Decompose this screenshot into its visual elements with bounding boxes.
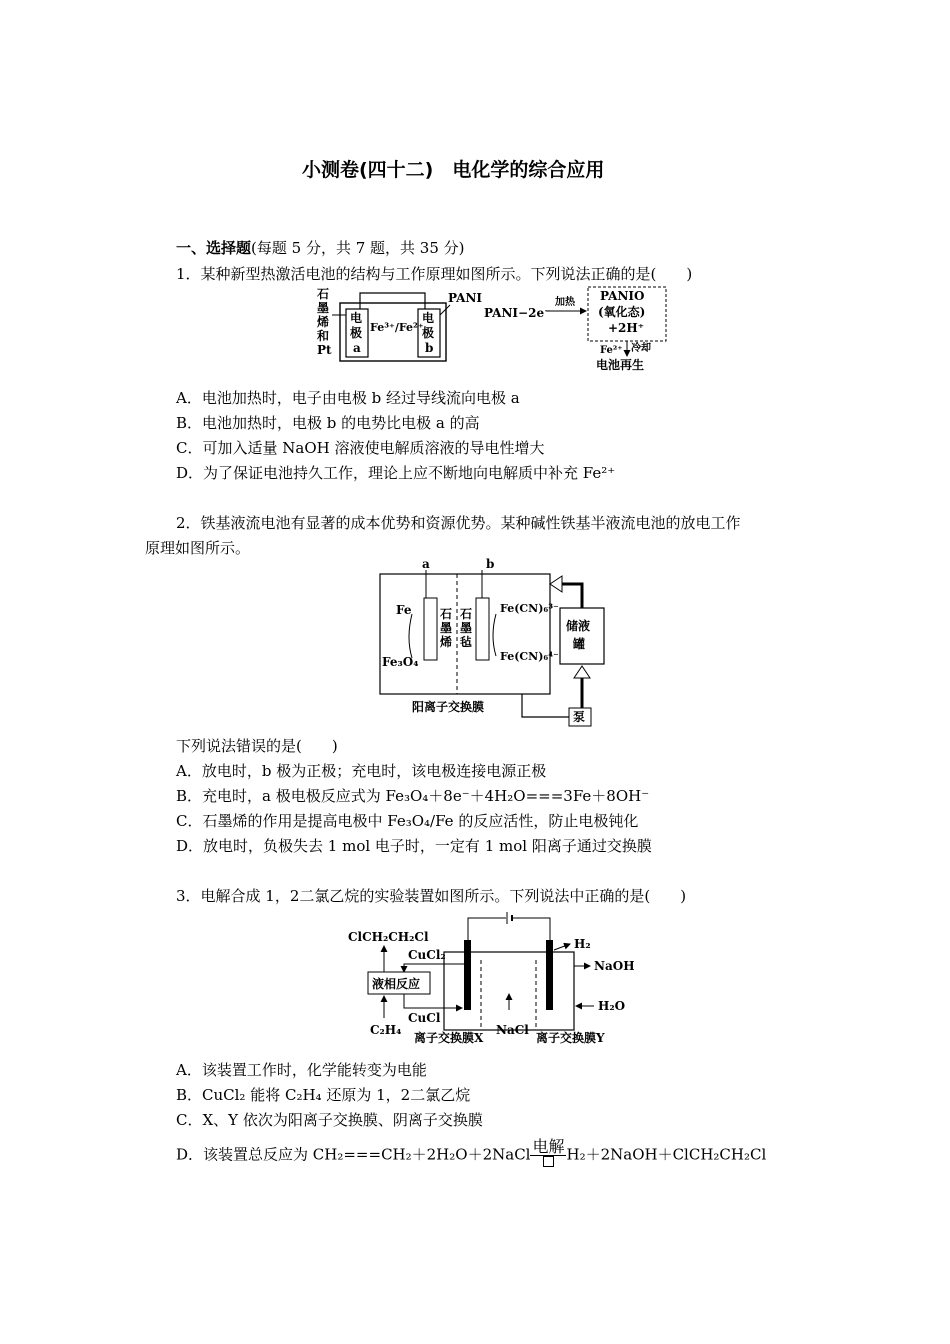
q3-c2h4: C₂H₄ [370,1023,402,1037]
section-label: 一、选择题 [176,239,252,257]
q1-option-c: C．可加入适量 NaOH 溶液使电解质溶液的导电性增大 [176,439,545,457]
q2-pump-pipe [522,694,569,717]
q2-graphene-0: 石 [440,607,453,621]
q3-wire-left [468,918,506,940]
q1-left-label-4: Pt [317,343,332,357]
q2-arrow-left [409,614,412,658]
page-title: 小测卷(四十二) 电化学的综合应用 [302,159,605,181]
q3-product: ClCH₂CH₂Cl [348,930,429,944]
q3-option-c: C．X、Y 依次为阳离子交换膜、阴离子交换膜 [176,1111,483,1129]
q1-fe2: Fe²⁺ [600,345,623,356]
q2-fe3o4: Fe₃O₄ [382,655,419,669]
q2-felt-0: 石 [460,607,473,621]
q2-felt-2: 毡 [460,635,473,649]
q2-figure [376,556,616,732]
q2-return-arrowhead [550,576,562,592]
q2-felt-1: 墨 [460,621,473,635]
q2-fecn3: Fe(CN)₆³⁻ [500,602,559,615]
q2-label-b: b [486,557,495,571]
q3-figure [344,910,644,1046]
q1-cool: 冷却 [631,343,651,354]
q2-tank [560,608,604,664]
q3-h2o: H₂O [598,999,626,1013]
q1-elec-a-0: 电 [350,311,363,325]
q1-reaction: PANI−2e⁻ [484,306,551,320]
q2-tank-0: 储液 [566,619,591,633]
q2-graphene-1: 墨 [440,621,453,635]
q1-elec-b-0: 电 [422,311,435,325]
q1-box-0: PANIO [600,289,645,303]
section-header [176,238,465,258]
q2-feed-arrowhead [574,666,590,678]
q1-option-a: A．电池加热时，电子由电极 b 经过导线流向电极 a [176,389,520,407]
q2-question: 下列说法错误的是( ) [176,737,338,755]
q1-pani: PANI [448,291,483,305]
q2-membrane-label: 阳离子交换膜 [412,700,485,714]
q1-box-2: +2H⁺ [608,321,645,335]
q1-left-label-3: 和 [317,329,330,343]
q3-option-a: A．该装置工作时，化学能转变为电能 [176,1061,427,1079]
q2-stem-line1: 2．铁基液流电池有显著的成本优势和资源优势。某种碱性铁基半液流电池的放电工作 [176,514,741,532]
section-desc: (每题 5 分，共 7 题，共 35 分) [251,239,465,257]
q3-cucl2: CuCl₂ [408,948,446,962]
q3-option-b: B．CuCl₂ 能将 C₂H₄ 还原为 1，2二氯乙烷 [176,1086,471,1104]
q2-arrow-right [493,614,496,656]
q2-electrode-b [476,598,489,660]
q2-stem-line2: 原理如图所示。 [145,539,251,557]
q3-reactor-label: 液相反应 [372,977,421,991]
q3-option-d [176,1137,767,1171]
q1-left-label-0: 石 [317,287,330,301]
q1-elec-a-2: a [353,341,361,355]
q2-option-d: D．放电时，负极失去 1 mol 电子时，一定有 1 mol 阳离子通过交换膜 [176,837,652,855]
q1-elec-b-2: b [425,341,434,355]
q1-heat: 加热 [555,297,575,308]
q1-left-label [316,286,332,357]
q3-electrode-right [546,940,553,1010]
q3-condition-box [530,1156,566,1169]
q1-elec-a-1: 极 [350,326,363,340]
q1-figure [300,285,700,375]
q3-stem: 3．电解合成 1，2二氯乙烷的实验装置如图所示。下列说法中正确的是( ) [176,887,687,905]
q3-condition-label: 电解 [532,1137,565,1156]
q3-naoh: NaOH [594,959,635,973]
q1-electrolyte: Fe³⁺/Fe²⁺ [370,321,424,334]
q2-electrode-a [424,598,437,660]
q2-fecn4: Fe(CN)₆⁴⁻ [500,650,559,663]
q1-wire [360,293,425,309]
q1-option-d: D．为了保证电池持久工作，理论上应不断地向电解质中补充 Fe²⁺ [176,464,616,482]
q3-h2-arrow [554,944,570,950]
q2-option-a: A．放电时，b 极为正极；充电时，该电极连接电源正极 [176,762,547,780]
q2-graphene-2: 烯 [440,635,453,649]
q2-label-a: a [422,557,430,571]
q3-option-d-left: D．该装置总反应为 CH₂===CH₂＋2H₂O＋2NaCl [176,1145,531,1164]
q3-electrode-left [464,940,471,1010]
q3-wire-right [512,918,550,940]
q3-cucl-arrow [404,994,462,1008]
q3-membrane-y-label: 离子交换膜Y [536,1031,605,1045]
q2-tank-1: 罐 [573,637,586,651]
q3-membrane-x-label: 离子交换膜X [414,1031,484,1045]
q1-elec-b-1: 极 [422,326,435,340]
q3-option-d-right: H₂＋2NaOH＋ClCH₂CH₂Cl [566,1145,767,1164]
q1-option-b: B．电池加热时，电极 b 的电势比电极 a 的高 [176,414,480,432]
q1-box-1: (氧化态) [598,305,646,319]
q2-option-b: B．充电时，a 极电极反应式为 Fe₃O₄＋8e⁻＋4H₂O===3Fe＋8OH⁻ [176,787,650,805]
q2-pump-label: 泵 [573,710,586,724]
q1-left-label-2: 烯 [317,315,330,329]
q1-left-label-1: 墨 [317,301,330,315]
q3-h2: H₂ [574,937,591,951]
q2-option-c: C．石墨烯的作用是提高电极中 Fe₃O₄/Fe 的反应活性，防止电极钝化 [176,812,639,830]
q1-pointer-pani [440,305,450,315]
q3-cucl2-arrow [404,964,464,972]
q1-stem: 1．某种新型热激活电池的结构与工作原理如图所示。下列说法正确的是( ) [176,265,693,283]
q3-nacl: NaCl [496,1023,529,1037]
q2-fe: Fe [396,603,412,617]
q3-cucl: CuCl [408,1011,441,1025]
q3-condition [530,1138,566,1169]
q1-regen: 电池再生 [596,358,645,372]
